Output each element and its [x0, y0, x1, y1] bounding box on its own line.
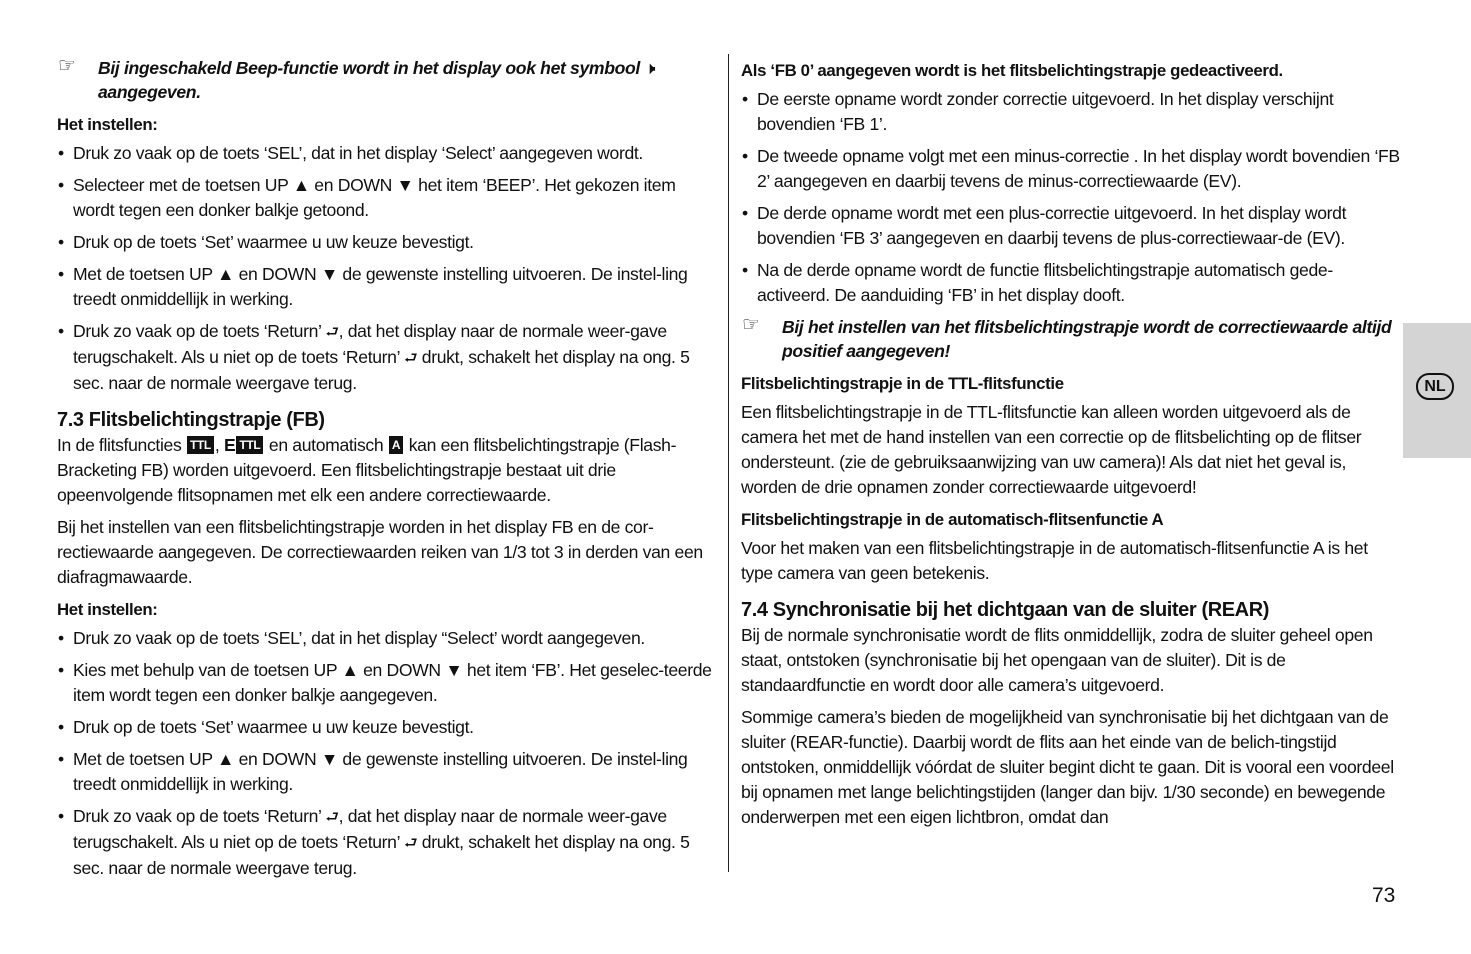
list-item: • Na de derde opname wordt de functie flitsbelichtingstrapje automatisch gede-activeerd. De aanduiding ‘FB’ in het display dooft. — [741, 258, 1403, 308]
list-item: • Met de toetsen UP ▲ en DOWN ▼ de gewenste instelling uitvoeren. De instel-ling treedt onmiddellijk in werking. — [57, 262, 715, 312]
return-arrow-icon: ⮐ — [404, 835, 418, 852]
intro-e-letter: E — [224, 435, 236, 455]
intro-text-b: en automatisch — [268, 435, 384, 455]
language-tab — [1403, 323, 1471, 458]
subhead-fb0: Als ‘FB 0’ aangegeven wordt is het flitsbelichtingstrapje gedeactiveerd. — [741, 61, 1283, 80]
return-arrow-icon: ⮐ — [325, 809, 339, 826]
subhead-instellen-2: Het instellen: — [57, 600, 158, 619]
return-arrow-icon: ⮐ — [404, 350, 418, 367]
list-item: • Selecteer met de toetsen UP ▲ en DOWN ▼ het item ‘BEEP’. Het gekozen item wordt tegen een donker balkje getoond. — [57, 173, 715, 223]
a-badge: A — [389, 436, 403, 454]
instructions-list-2 — [57, 626, 715, 881]
note-positive — [741, 315, 1403, 363]
return-text-c: drukt, schakelt het display na ong. 5 sec. naar de normale weergave terug. — [73, 347, 690, 393]
list-item-return — [57, 319, 715, 396]
instructions-list-1 — [57, 141, 715, 396]
list-item: • De eerste opname wordt zonder correctie uitgevoerd. In het display verschijnt bovendien ‘FB 1’. — [741, 87, 1403, 137]
intro-text-a: In de flitsfuncties — [57, 435, 182, 455]
ttl-badge-2: TTL — [236, 436, 263, 454]
paragraph-rear-1: Bij de normale synchronisatie wordt de flits onmiddellijk, zodra de sluiter geheel open staat, ontstoken (synchronisatie bij het opengaan van de sluiter). Dit is de standaardfunctie en wordt door alle camera’s uitgevoerd. — [741, 625, 1373, 695]
return-text-b: , dat het display naar de normale weer-gave terugschakelt. Als u niet op de toets ‘Return’ — [73, 321, 667, 367]
section-heading-7-3: 7.3 Flitsbelichtingstrapje (FB) — [57, 409, 325, 431]
intro-separator: , — [214, 435, 220, 455]
return-text-c: drukt, schakelt het display na ong. 5 sec. naar de normale weergave terug. — [73, 832, 690, 878]
list-item: • Kies met behulp van de toetsen UP ▲ en DOWN ▼ het item ‘FB’. Het geselec-teerde item wordt tegen een donker balkje aangegeven. — [57, 658, 715, 708]
subhead-ttl: Flitsbelichtingstrapje in de TTL-flitsfunctie — [741, 374, 1064, 393]
return-text-a: Druk zo vaak op de toets ‘Return’ — [73, 806, 321, 826]
note-beep-text-end: aangegeven. — [98, 82, 201, 102]
subhead-instellen-1: Het instellen: — [57, 115, 158, 134]
note-positive-text: Bij het instellen van het flitsbelichtingstrapje wordt de correctiewaarde altijd positief aangegeven! — [782, 317, 1392, 361]
note-beep — [57, 56, 715, 104]
right-column — [741, 56, 1403, 837]
list-item: • Druk zo vaak op de toets ‘SEL’, dat in het display ‘Select’ aangegeven wordt. — [57, 141, 715, 166]
speaker-icon: 🕨 — [644, 58, 656, 78]
column-divider — [728, 54, 729, 872]
left-column — [57, 56, 715, 888]
section-heading-7-4: 7.4 Synchronisatie bij het dichtgaan van de sluiter (REAR) — [741, 599, 1270, 621]
hand-pointer-icon: ☞ — [742, 314, 760, 336]
paragraph-rear-2: Sommige camera’s bieden de mogelijkheid van synchronisatie bij het dichtgaan van de sluiter (REAR-functie). Daarbij wordt de flits aan het einde van de belich-tingstijd ontstoken, onmiddellijk vóórdat de sluiter begint dicht te gaan. Dit is vooral een voordeel bij opnamen met lange belichtingstijden (langer dan bijv. 1/30 seconde) en bewegende onderwerpen met een eigen lichtbron, omdat dan — [741, 707, 1394, 827]
language-label: NL — [1416, 373, 1454, 400]
page-number: 73 — [1372, 884, 1396, 907]
paragraph-ttl: Een flitsbelichtingstrapje in de TTL-flitsfunctie kan alleen worden uitgevoerd als de camera het met de hand instellen van een correctie op de flitsbelichting op de flitser ondersteunt. (zie de gebruiksaanwijzing van uw camera)! Als dat niet het geval is, worden de drie opnamen zonder correctiewaarde uitgevoerd! — [741, 402, 1362, 497]
subhead-auto: Flitsbelichtingstrapje in de automatisch-flitsenfunctie A — [741, 510, 1164, 529]
intro-paragraph — [57, 433, 715, 508]
list-item: • Druk zo vaak op de toets ‘SEL’, dat in het display “Select’ wordt aangegeven. — [57, 626, 715, 651]
return-text-b: , dat het display naar de normale weer-gave terugschakelt. Als u niet op de toets ‘Return’ — [73, 806, 667, 852]
list-item: • Met de toetsen UP ▲ en DOWN ▼ de gewenste instelling uitvoeren. De instel-ling treedt onmiddellijk in werking. — [57, 747, 715, 797]
paragraph-auto: Voor het maken van een flitsbelichtingstrapje in de automatisch-flitsenfunctie A is het type camera van geen betekenis. — [741, 538, 1368, 583]
list-item-return — [57, 804, 715, 881]
list-item: • Druk op de toets ‘Set’ waarmee u uw keuze bevestigt. — [57, 230, 715, 255]
intro-text-c: kan een flitsbelichtingstrapje (Flash-Bracketing FB) worden uitgevoerd. Een flitsbelichtingstrapje bestaat uit drie opeenvolgende flitsopnamen met elk een andere correctiewaarde. — [57, 435, 677, 505]
return-arrow-icon: ⮐ — [325, 324, 339, 341]
list-item: • Druk op de toets ‘Set’ waarmee u uw keuze bevestigt. — [57, 715, 715, 740]
paragraph-fb-display: Bij het instellen van een flitsbelichtingstrapje worden in het display FB en de cor-rectiewaarde aangegeven. De correctiewaarden reiken van 1/3 tot 3 in derden van een diafragmawaarde. — [57, 517, 703, 587]
fb-sequence-list — [741, 87, 1403, 308]
ttl-badge: TTL — [187, 436, 214, 454]
note-beep-text: Bij ingeschakeld Beep-functie wordt in het display ook het symbool — [98, 58, 640, 78]
list-item: • De derde opname wordt met een plus-correctie uitgevoerd. In het display wordt bovendien ‘FB 3’ aangegeven en daarbij tevens de plus-correctiewaar-de (EV). — [741, 201, 1403, 251]
return-text-a: Druk zo vaak op de toets ‘Return’ — [73, 321, 321, 341]
list-item: • De tweede opname volgt met een minus-correctie . In het display wordt bovendien ‘FB 2’ aangegeven en daarbij tevens de minus-correctiewaarde (EV). — [741, 144, 1403, 194]
hand-pointer-icon: ☞ — [58, 55, 76, 77]
